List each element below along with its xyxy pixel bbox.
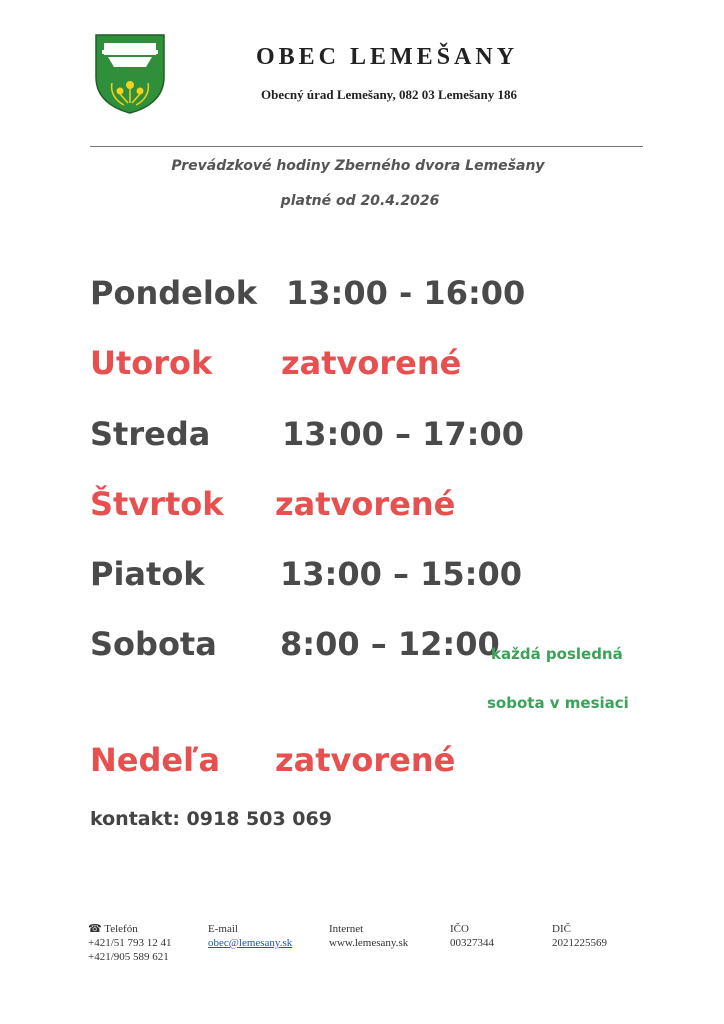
valid-from: platné od 20.4.2026: [280, 193, 440, 209]
time-wednesday: 13:00 – 17:00: [282, 415, 524, 453]
office-address: Obecný úrad Lemešany, 082 03 Lemešany 186: [261, 87, 518, 102]
municipality-title: OBEC LEMEŠANY: [256, 44, 519, 70]
website: www.lemesany.sk: [329, 937, 409, 949]
day-wednesday: Streda: [90, 415, 211, 453]
email-label: E-mail: [208, 923, 238, 935]
day-thursday: Štvrtok: [90, 485, 224, 523]
time-monday: 13:00 - 16:00: [286, 274, 526, 312]
phone-number-1: +421/51 793 12 41: [88, 937, 172, 949]
ico-label: IČO: [450, 923, 469, 935]
saturday-note-line1: každá posledná: [491, 645, 623, 663]
footer-dic: [552, 922, 607, 950]
internet-label: Internet: [329, 923, 364, 935]
day-saturday: Sobota: [90, 625, 217, 663]
email-link[interactable]: obec@lemesany.sk: [208, 937, 293, 949]
time-thursday: zatvorené: [275, 485, 456, 523]
header-divider: [90, 146, 643, 147]
saturday-note-line2: sobota v mesiaci: [487, 694, 629, 712]
day-monday: Pondelok: [90, 274, 258, 312]
footer-internet: [329, 922, 408, 950]
time-sunday: zatvorené: [275, 741, 456, 779]
footer-email: [208, 922, 292, 950]
contact-phone: kontakt: 0918 503 069: [90, 808, 332, 830]
time-saturday: 8:00 – 12:00: [280, 625, 500, 663]
notice-title: Prevádzkové hodiny Zberného dvora Lemešany: [171, 158, 545, 174]
phone-icon: ☎: [88, 923, 102, 935]
day-friday: Piatok: [90, 555, 205, 593]
footer-phone: [88, 922, 172, 964]
dic-value: 2021225569: [552, 937, 607, 949]
ico-value: 00327344: [450, 937, 494, 949]
municipal-crest: [94, 33, 166, 115]
phone-number-2: +421/905 589 621: [88, 951, 169, 963]
day-sunday: Nedeľa: [90, 741, 221, 779]
dic-label: DIČ: [552, 923, 571, 935]
time-friday: 13:00 – 15:00: [280, 555, 522, 593]
footer-ico: [450, 922, 494, 950]
day-tuesday: Utorok: [90, 344, 213, 382]
time-tuesday: zatvorené: [281, 344, 462, 382]
phone-label: Telefón: [104, 923, 138, 935]
